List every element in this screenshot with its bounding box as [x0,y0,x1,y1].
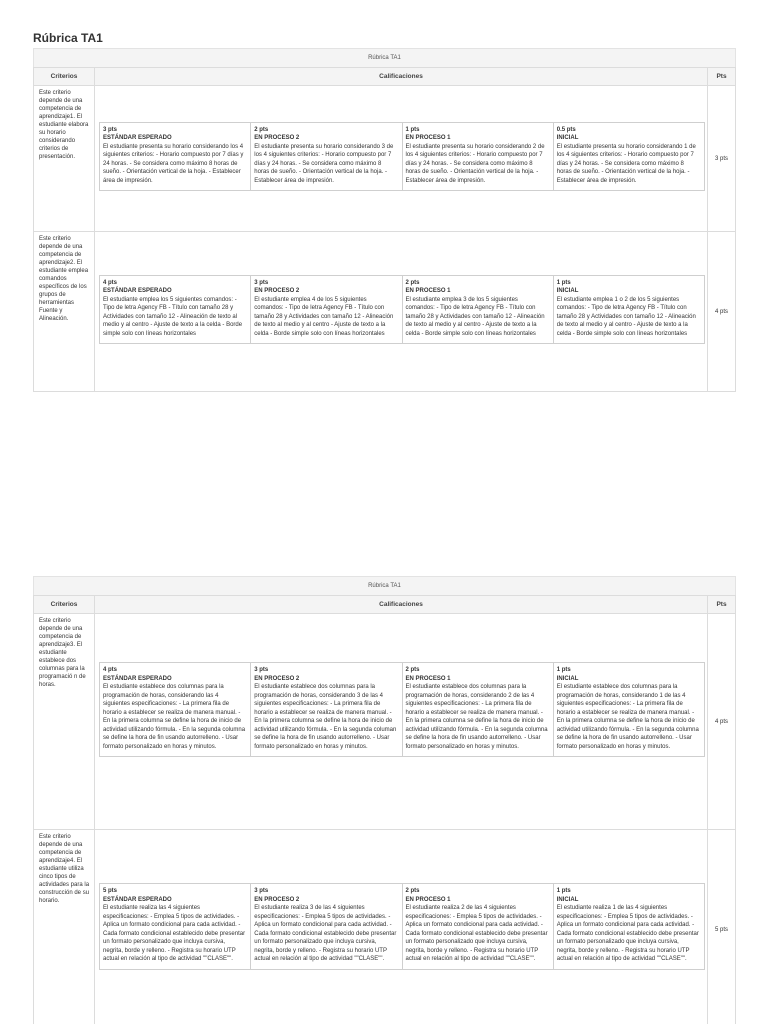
rating-level [402,123,553,191]
rating-points: 3 pts [254,667,269,673]
rating-level [250,276,401,344]
rubric-table [33,48,736,392]
rating-level [553,123,704,191]
rating-points: 3 pts [254,888,269,895]
rating-points: 2 pts [405,279,420,286]
rating-description: El estudiante presenta su horario considerando 3 de los 4 siguientes criterios: - Horario compuesto por 7 días y 24 horas. - Se considera como máximo 8 horas de sueño. - Orientación vertical de la hoja. - Establecer área de impresión. [254,143,394,184]
rating-points: 1 pts [556,667,571,673]
rating-points: 4 pts [103,667,118,673]
ratings-cell [95,830,708,1024]
rating-levels [99,662,705,757]
calificaciones-header: Calificaciones [95,596,708,614]
rubric-caption: Rúbrica TA1 [33,577,736,595]
rating-points: 0.5 pts [556,126,576,133]
rating-name: EN PROCESO 1 [405,135,451,142]
rating-description: El estudiante emplea 4 de los 5 siguientes comandos: - Tipo de letra Agency FB - Título con tamaño 28 y Actividades con tamaño 12 - Alineación de texto al medio y al centro - Ajuste de texto a la celda - Borde simple solo con líneas horizontales [254,296,394,337]
rating-level [250,884,401,969]
criterion-row [34,86,736,232]
criterion-points: 3 pts [708,86,736,232]
rating-description: El estudiante establece dos columnas para la programación de horas, considerando 2 de las 4 siguientes especificaciones: - La primera fila de horario a establecer se realiza de manera manual. - En la primera columna se define la hora de inicio de actividad utilizando fórmula. - En la segunda columna se define la hora de fin usando autorrelleno. - Usar formato personalizado en horas y minutos. [405,684,548,750]
rating-description: El estudiante presenta su horario considerando los 4 siguientes criterios: - Horario compuesto por 7 días y 24 horas. - Se considera como máximo 8 horas de sueño. - Orientación vertical de la hoja. - Establecer área de impresión. [103,143,244,184]
rating-description: El estudiante realiza 2 de las 4 siguientes especificaciones: - Emplea 5 tipos de actividades. - Aplica un formato condicional para cada actividad. - Cada formato condicional establecido debe presentar un formato personalizado que incluya cursiva, negrita, borde y relleno. - Registra su horario UTP actual en relación al tipo de actividad ""CLASE"". [405,905,548,963]
rating-description: El estudiante realiza las 4 siguientes especificaciones: - Emplea 5 tipos de actividades. - Aplica un formato condicional para cada actividad. - Cada formato condicional establecido debe presentar un formato personalizado que incluya cursiva, negrita, borde y relleno. - Registra su horario UTP actual en relación al tipo de actividad ""CLASE"". [103,905,246,963]
rating-levels [99,883,705,970]
rating-level [100,276,250,344]
rating-description: El estudiante establece dos columnas para la programación de horas, considerando las 4 siguientes especificaciones: - La primera fila de horario a establecer se realiza de manera manual. - En la primera columna se define la hora de inicio de actividad utilizando fórmula. - En la segunda columna se define la hora de fin usando autorrelleno. - Usar formato personalizado en horas y minutos. [103,684,246,750]
rating-description: El estudiante presenta su horario considerando 2 de los 4 siguientes criterios: - Horario compuesto por 7 días y 24 horas. - Se considera como máximo 8 horas de sueño. - Orientación vertical de la hoja. - Establecer área de impresión. [405,143,545,184]
criterion-row [34,232,736,392]
rating-description: El estudiante emplea los 5 siguientes comandos: - Tipo de letra Agency FB - Título con tamaño 28 y Actividades con tamaño 12 - Alineación de texto al medio y al centro - Ajuste de texto a la celda - Borde simple solo con líneas horizontales [103,296,243,337]
rating-points: 1 pts [405,126,420,133]
rating-name: INICIAL [556,135,579,142]
rating-level [250,123,401,191]
rating-level [100,663,250,756]
rating-description: El estudiante emplea 1 o 2 de los 5 siguientes comandos: - Tipo de letra Agency FB - Título con tamaño 28 y Actividades con tamaño 12 - Alineación de texto al medio y al centro - Ajuste de texto a la celda - Borde simple solo con líneas horizontales [556,296,696,337]
rating-name: ESTÁNDAR ESPERADO [103,288,172,295]
rating-name: INICIAL [556,675,579,682]
pts-header: Pts [708,68,736,86]
rating-name: ESTÁNDAR ESPERADO [103,675,172,682]
criterion-description: Este criterio depende de una competencia de aprendizaje4. El estudiante utiliza cinco tipos de actividades para la construcción de su horario. [34,830,95,1024]
rating-name: EN PROCESO 2 [254,135,300,142]
rating-name: ESTÁNDAR ESPERADO [103,896,172,903]
criterios-header: Criterios [34,596,95,614]
rating-name: INICIAL [556,288,579,295]
criterion-points: 5 pts [708,830,736,1024]
criterion-points: 4 pts [708,232,736,392]
rating-level [250,663,401,756]
rating-name: EN PROCESO 2 [254,675,300,682]
criterion-description: Este criterio depende de una competencia de aprendizaje2. El estudiante emplea comandos específicos de los grupos de herramientas Fuente y Alineación. [34,232,95,392]
rating-points: 1 pts [556,279,571,286]
rating-level [100,884,250,969]
rating-description: El estudiante establece dos columnas para la programación de horas, considerando 1 de las 4 siguientes especificaciones: - La primera fila de horario a establecer se realiza de manera manual. - En la primera columna se define la hora de inicio de actividad utilizando fórmula. - En la segunda columna se define la hora de fin usando autorrelleno. - Usar formato personalizado en horas y minutos. [556,684,699,750]
page-title: Rúbrica TA1 [33,31,103,45]
rating-name: EN PROCESO 2 [254,896,300,903]
calificaciones-header: Calificaciones [95,68,708,86]
rubric-caption: Rúbrica TA1 [33,49,736,67]
rating-level [100,123,250,191]
rating-name: INICIAL [556,896,579,903]
rating-name: EN PROCESO 2 [254,288,300,295]
rating-description: El estudiante presenta su horario considerando 1 de los 4 siguientes criterios: - Horario compuesto por 7 días y 24 horas. - Se considera como máximo 8 horas de sueño. - Orientación vertical de la hoja. - Establecer área de impresión. [556,143,696,184]
rating-points: 4 pts [103,279,118,286]
rating-points: 2 pts [405,667,420,673]
rating-level [402,884,553,969]
rating-name: EN PROCESO 1 [405,288,451,295]
rating-description: El estudiante realiza 1 de las 4 siguientes especificaciones: - Emplea 5 tipos de actividades. - Aplica un formato condicional para cada actividad. - Cada formato condicional establecido debe presentar un formato personalizado que incluya cursiva, negrita, borde y relleno. - Registra su horario UTP actual en relación al tipo de actividad ""CLASE"". [556,905,699,963]
criterion-row [34,614,736,830]
rating-points: 1 pts [556,888,571,895]
criterios-header: Criterios [34,68,95,86]
rating-level [553,884,704,969]
rating-points: 5 pts [103,888,118,895]
ratings-cell [95,614,708,830]
rating-description: El estudiante emplea 3 de los 5 siguientes comandos: - Tipo de letra Agency FB - Título con tamaño 28 y Actividades con tamaño 12 - Alineación de texto al medio y al centro - Ajuste de texto a la celda - Borde simple solo con líneas horizontales [405,296,545,337]
criterion-description: Este criterio depende de una competencia de aprendizaje3. El estudiante establece dos columnas para la programació n de horas. [34,614,95,830]
rating-points: 3 pts [254,279,269,286]
ratings-cell [95,86,708,232]
rating-points: 2 pts [405,888,420,895]
rating-name: EN PROCESO 1 [405,675,451,682]
rating-description: El estudiante realiza 3 de las 4 siguientes especificaciones: - Emplea 5 tipos de actividades. - Aplica un formato condicional para cada actividad. - Cada formato condicional establecido debe presentar un formato personalizado que incluya cursiva, negrita, borde y relleno. - Registra su horario UTP actual en relación al tipo de actividad ""CLASE"". [254,905,397,963]
rubric-table [33,576,736,1024]
rating-points: 2 pts [254,126,269,133]
rating-name: EN PROCESO 1 [405,896,451,903]
criterion-row [34,830,736,1024]
criterion-points: 4 pts [708,614,736,830]
rating-level [553,276,704,344]
rating-points: 3 pts [103,126,118,133]
rating-description: El estudiante establece dos columnas para la programación de horas, considerando 3 de las 4 siguientes especificaciones: - La primera fila de horario a establecer se realiza de manera manual. - En la primera columna se define la hora de inicio de actividad utilizando fórmula. - En la segunda columan se define la hora de fin usando autorrelleno. - Usar formato personalizado en horas y minutos. [254,684,397,750]
rating-name: ESTÁNDAR ESPERADO [103,135,172,142]
pts-header: Pts [708,596,736,614]
ratings-cell [95,232,708,392]
rating-level [553,663,704,756]
rating-level [402,663,553,756]
rating-levels [99,275,705,345]
rating-levels [99,122,705,192]
rating-level [402,276,553,344]
criterion-description: Este criterio depende de una competencia de aprendizaje1. El estudiante elabora su horario considerando criterios de presentación. [34,86,95,232]
